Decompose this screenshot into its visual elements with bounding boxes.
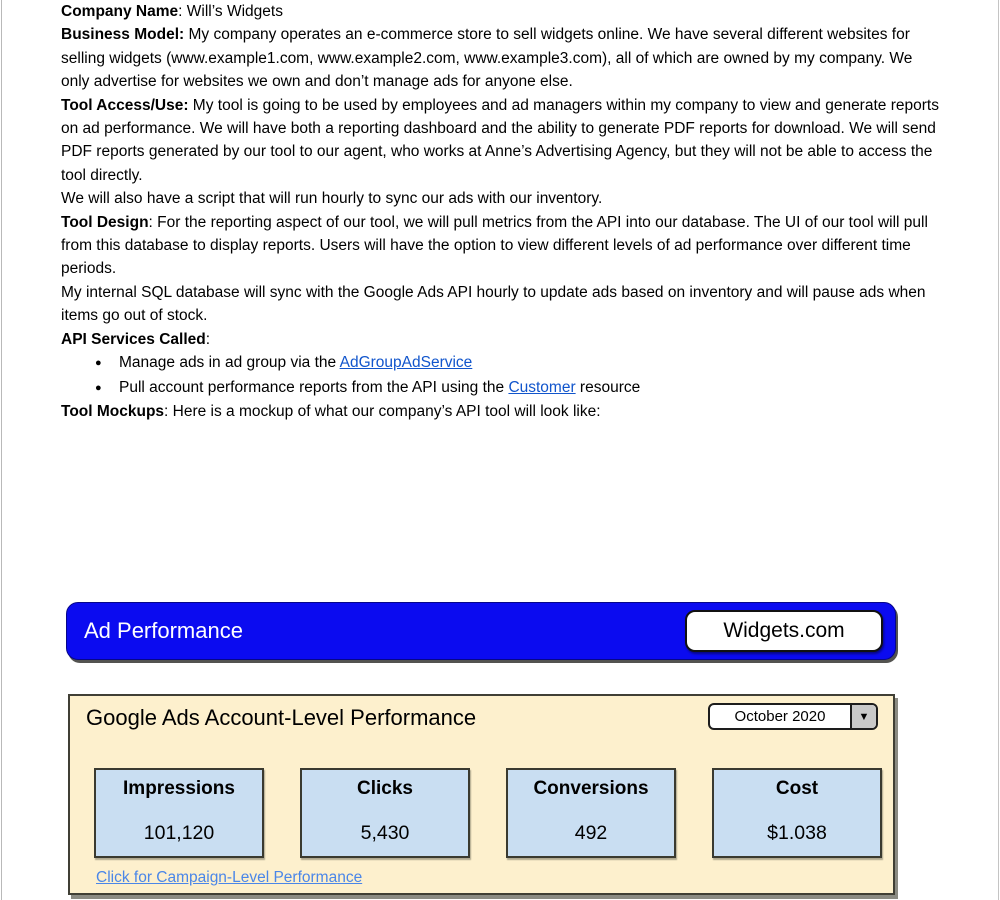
metric-card-clicks	[300, 768, 470, 858]
tool-mockups-paragraph	[61, 400, 942, 423]
tool-access-line2: We will also have a script that will run hourly to sync our ads with our inventory.	[61, 190, 603, 208]
api-services-label: API Services Called	[61, 330, 206, 348]
metric-card-impressions	[94, 768, 264, 858]
business-model-paragraph	[61, 23, 942, 93]
metric-card-cost	[712, 768, 882, 858]
tool-mockups-text: : Here is a mockup of what our company’s API tool will look like:	[164, 402, 601, 420]
metric-card-conversions	[506, 768, 676, 858]
company-name-value: : Will’s Widgets	[178, 3, 283, 20]
metric-value: 101,120	[143, 822, 215, 844]
api-services-list	[61, 351, 942, 400]
widgets-site-button[interactable]: Widgets.com	[685, 610, 883, 652]
tool-design-label: Tool Design	[61, 213, 149, 231]
month-dropdown-value: October 2020	[734, 708, 826, 725]
metric-value: $1.038	[767, 822, 827, 844]
metric-cards-row	[70, 768, 893, 858]
metric-value: 5,430	[360, 822, 410, 844]
bullet-icon: ●	[95, 381, 102, 394]
bullet-icon: ●	[95, 357, 102, 370]
metric-label: Impressions	[123, 778, 235, 799]
customer-resource-link[interactable]: Customer	[508, 378, 576, 396]
bullet2-post: resource	[575, 378, 641, 396]
metric-label: Clicks	[357, 778, 413, 799]
list-item	[61, 351, 942, 375]
bullet2-text: Pull account performance reports from the API using the	[119, 378, 509, 396]
metric-label: Conversions	[533, 778, 649, 799]
tool-access-paragraph	[61, 94, 942, 211]
account-performance-panel	[68, 694, 895, 895]
sql-sync-paragraph: My internal SQL database will sync with the Google Ads API hourly to update ads based on inventory and will pause ads when items go out of stock.	[61, 283, 926, 325]
ad-performance-title: Ad Performance	[84, 618, 243, 643]
document-page	[1, 0, 999, 900]
api-services-colon: :	[205, 330, 211, 348]
tool-design-paragraph	[61, 211, 942, 281]
bullet1-text: Manage ads in ad group via the	[119, 354, 340, 372]
chevron-down-icon: ▼	[858, 710, 870, 723]
tool-access-label: Tool Access/Use:	[61, 96, 189, 114]
api-services-heading	[61, 328, 942, 351]
company-name-line	[61, 0, 942, 23]
business-model-text: My company operates an e-commerce store to sell widgets online. We have several different websites for selling widgets (www.example1.com, www.example2.com, www.example3.com), all of which are owned by my company. We only advertise for websites we own and don’t manage ads for anyone else.	[61, 26, 913, 91]
tool-design-text: : For the reporting aspect of our tool, we will pull metrics from the API into our database. The UI of our tool will pull from this database to display reports. Users will have the option to view different levels of ad performance over different time periods.	[61, 213, 928, 278]
metric-label: Cost	[775, 778, 819, 799]
company-name-label: Company Name	[61, 3, 179, 20]
panel-title: Google Ads Account-Level Performance	[86, 705, 477, 730]
campaign-level-performance-link[interactable]: Click for Campaign-Level Performance	[96, 869, 363, 886]
document-body	[61, 0, 942, 423]
month-dropdown[interactable]	[708, 703, 878, 730]
tool-mockups-label: Tool Mockups	[61, 402, 165, 420]
dropdown-arrow-button[interactable]	[850, 705, 876, 728]
list-item	[61, 376, 942, 400]
tool-access-text: My tool is going to be used by employees and ad managers within my company to view and generate reports on ad performance. We will have both a reporting dashboard and the ability to generate PDF reports for download. We will send PDF reports generated by our tool to our agent, who works at Anne’s Advertising Agency, but they will not be able to access the tool directly.	[61, 96, 939, 184]
adgroupadservice-link[interactable]: AdGroupAdService	[339, 354, 473, 372]
ad-performance-header-bar	[66, 602, 896, 660]
business-model-label: Business Model:	[61, 26, 185, 44]
metric-value: 492	[574, 822, 608, 844]
panel-header-row	[70, 696, 893, 738]
